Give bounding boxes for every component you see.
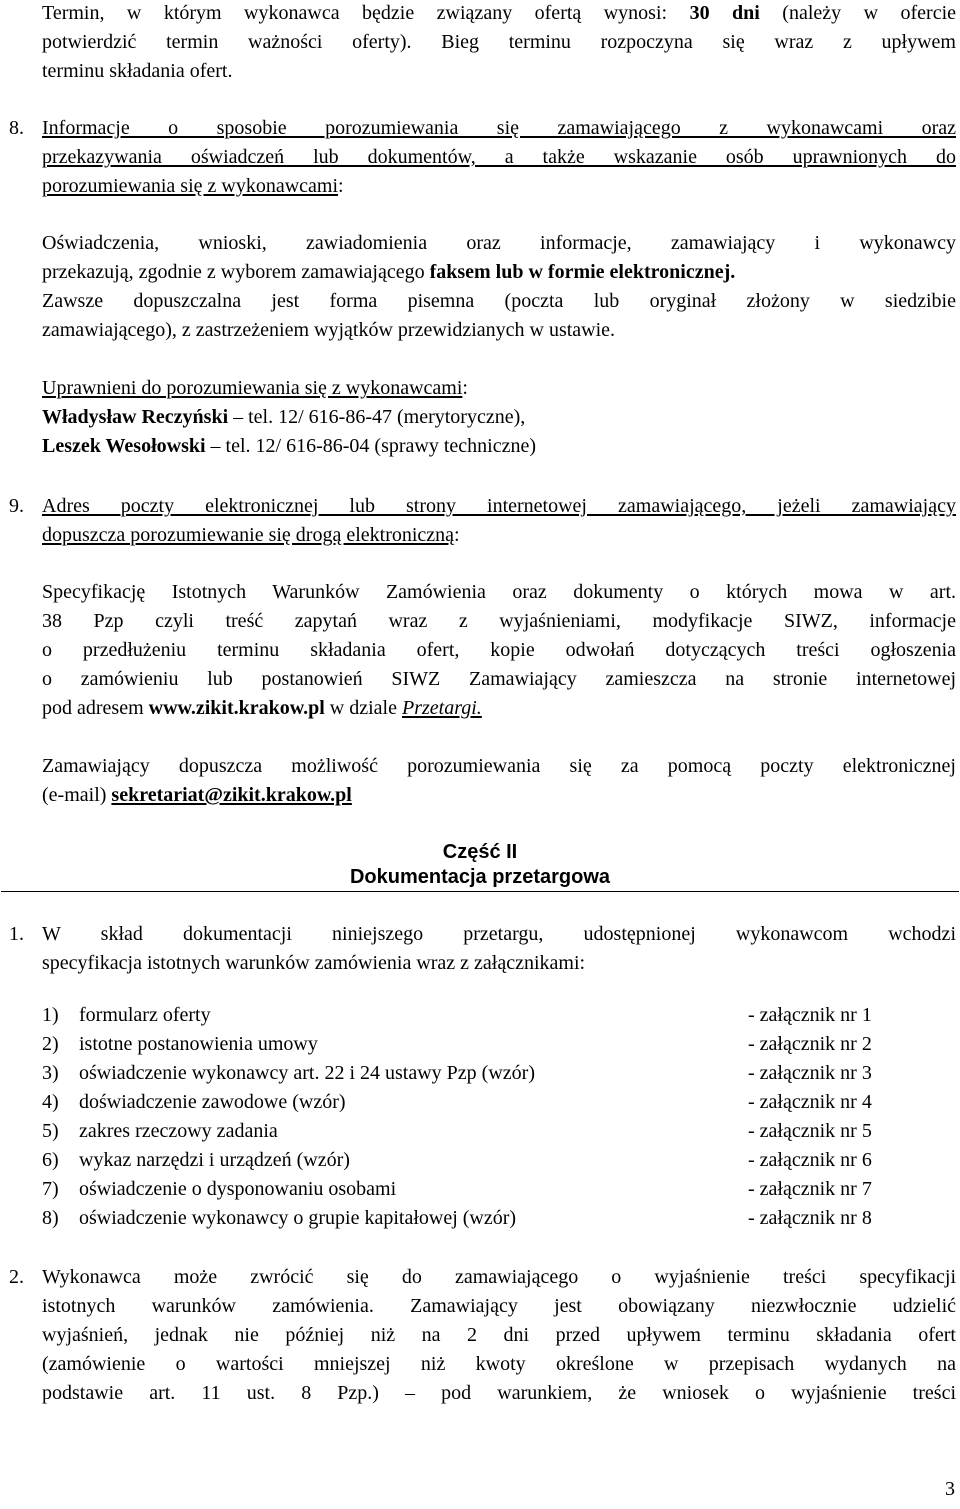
section-9-heading-1: Adres poczty elektronicznej lub strony internetowej zamawiającego, jeżeli zamawiający [42,495,956,517]
attachment-number: 2) [42,1033,59,1055]
item-2-number: 2. [9,1266,24,1288]
attachment-ref: - załącznik nr 4 [748,1091,872,1113]
item-1-line-2: specyfikacja istotnych warunków zamówienia wraz z załącznikami: [42,952,586,974]
contact-1: Władysław Reczyński – tel. 12/ 616-86-47 (merytoryczne), [42,406,526,428]
item-2-line-1: Wykonawca może zwrócić się do zamawiającego o wyjaśnienie treści specyfikacji [42,1266,956,1288]
attachment-number: 3) [42,1062,59,1084]
section-8-p1-line-1: Oświadczenia, wnioski, zawiadomienia oraz informacje, zamawiający i wykonawcy [42,232,956,254]
item-2-line-2: istotnych warunków zamówienia. Zamawiający jest obowiązany niezwłocznie udzielić [42,1295,956,1317]
item-1-line-1: W skład dokumentacji niniejszego przetargu, udostępnionej wykonawcom wchodzi [42,923,956,945]
section-8-number: 8. [9,117,24,139]
attachment-name: formularz oferty [79,1004,211,1026]
intro-line-1: Termin, w którym wykonawca będzie związany ofertą wynosi: 30 dni (należy w ofercie [42,2,957,24]
attachment-ref: - załącznik nr 5 [748,1120,872,1142]
item-2-line-3: wyjaśnień, jednak nie później niż na 2 dni przed upływem terminu składania ofert [42,1324,956,1346]
item-1-number: 1. [9,923,24,945]
section-8-p1-line-2: przekazują, zgodnie z wyborem zamawiającego faksem lub w formie elektronicznej. [42,261,736,283]
attachment-ref: - załącznik nr 3 [748,1062,872,1084]
section-8-heading-3: porozumiewania się z wykonawcami: [42,175,344,197]
attachment-ref: - załącznik nr 6 [748,1149,872,1171]
attachment-name: wykaz narzędzi i urządzeń (wzór) [79,1149,350,1171]
section-9-p2-line-2: (e-mail) sekretariat@zikit.krakow.pl [42,784,352,806]
website-link[interactable]: www.zikit.krakow.pl [148,697,325,719]
attachment-ref: - załącznik nr 7 [748,1178,872,1200]
attachment-number: 1) [42,1004,59,1026]
attachment-name: istotne postanowienia umowy [79,1033,318,1055]
part-title: Część II [442,841,518,863]
intro-line-2: potwierdzić termin ważności oferty). Bieg terminu rozpoczyna się wraz z upływem [42,31,956,53]
section-9-p1-line-5: pod adresem www.zikit.krakow.pl w dziale Przetargi. [42,697,482,719]
attachment-name: doświadczenie zawodowe (wzór) [79,1091,346,1113]
contact-2: Leszek Wesołowski – tel. 12/ 616-86-04 (sprawy techniczne) [42,435,536,457]
item-2-line-4: (zamówienie o wartości mniejszej niż kwoty określone w przepisach wydanych na [42,1353,956,1375]
attachment-number: 8) [42,1207,59,1229]
section-8-p1-line-3: Zawsze dopuszczalna jest forma pisemna (poczta lub oryginał złożony w siedzibie [42,290,956,312]
attachment-ref: - załącznik nr 8 [748,1207,872,1229]
section-9-p2-line-1: Zamawiający dopuszcza możliwość porozumiewania się za pomocą poczty elektronicznej [42,755,956,777]
section-9-p1-line-3: o przedłużeniu terminu składania ofert, kopie odwołań dotyczących treści ogłoszenia [42,639,956,661]
section-9-p1-line-4: o zamówieniu lub postanowień SIWZ Zamawiający zamieszcza na stronie internetowej [42,668,956,690]
heading-divider [1,891,959,892]
part-subtitle: Dokumentacja przetargowa [349,866,611,888]
przetargi-link[interactable]: Przetargi. [401,697,482,719]
contacts-heading: Uprawnieni do porozumiewania się z wykonawcami: [42,377,468,399]
attachment-ref: - załącznik nr 2 [748,1033,872,1055]
intro-line-3: terminu składania ofert. [42,60,233,82]
attachment-number: 7) [42,1178,59,1200]
page-number: 3 [945,1478,955,1500]
section-9-heading-2: dopuszcza porozumiewanie się drogą elektroniczną: [42,524,460,546]
section-8-heading-2: przekazywania oświadczeń lub dokumentów, a także wskazanie osób uprawnionych do [42,146,956,168]
attachment-number: 6) [42,1149,59,1171]
item-2-line-5: podstawie art. 11 ust. 8 Pzp.) – pod warunkiem, że wniosek o wyjaśnienie treści [42,1382,956,1404]
section-9-p1-line-2: 38 Pzp czyli treść zapytań wraz z wyjaśnieniami, modyfikacje SIWZ, informacje [42,610,956,632]
email-link[interactable]: sekretariat@zikit.krakow.pl [111,784,352,806]
section-8-heading-1: Informacje o sposobie porozumiewania się zamawiającego z wykonawcami oraz [42,117,956,139]
attachment-name: oświadczenie o dysponowaniu osobami [79,1178,397,1200]
attachment-number: 4) [42,1091,59,1113]
attachment-number: 5) [42,1120,59,1142]
section-9-p1-line-1: Specyfikację Istotnych Warunków Zamówienia oraz dokumenty o których mowa w art. [42,581,956,603]
attachment-ref: - załącznik nr 1 [748,1004,872,1026]
attachment-name: zakres rzeczowy zadania [79,1120,278,1142]
attachment-name: oświadczenie wykonawcy art. 22 i 24 ustawy Pzp (wzór) [79,1062,535,1084]
section-9-number: 9. [9,495,24,517]
attachment-name: oświadczenie wykonawcy o grupie kapitałowej (wzór) [79,1207,517,1229]
section-8-p1-line-4: zamawiającego), z zastrzeżeniem wyjątków przewidzianych w ustawie. [42,319,616,341]
